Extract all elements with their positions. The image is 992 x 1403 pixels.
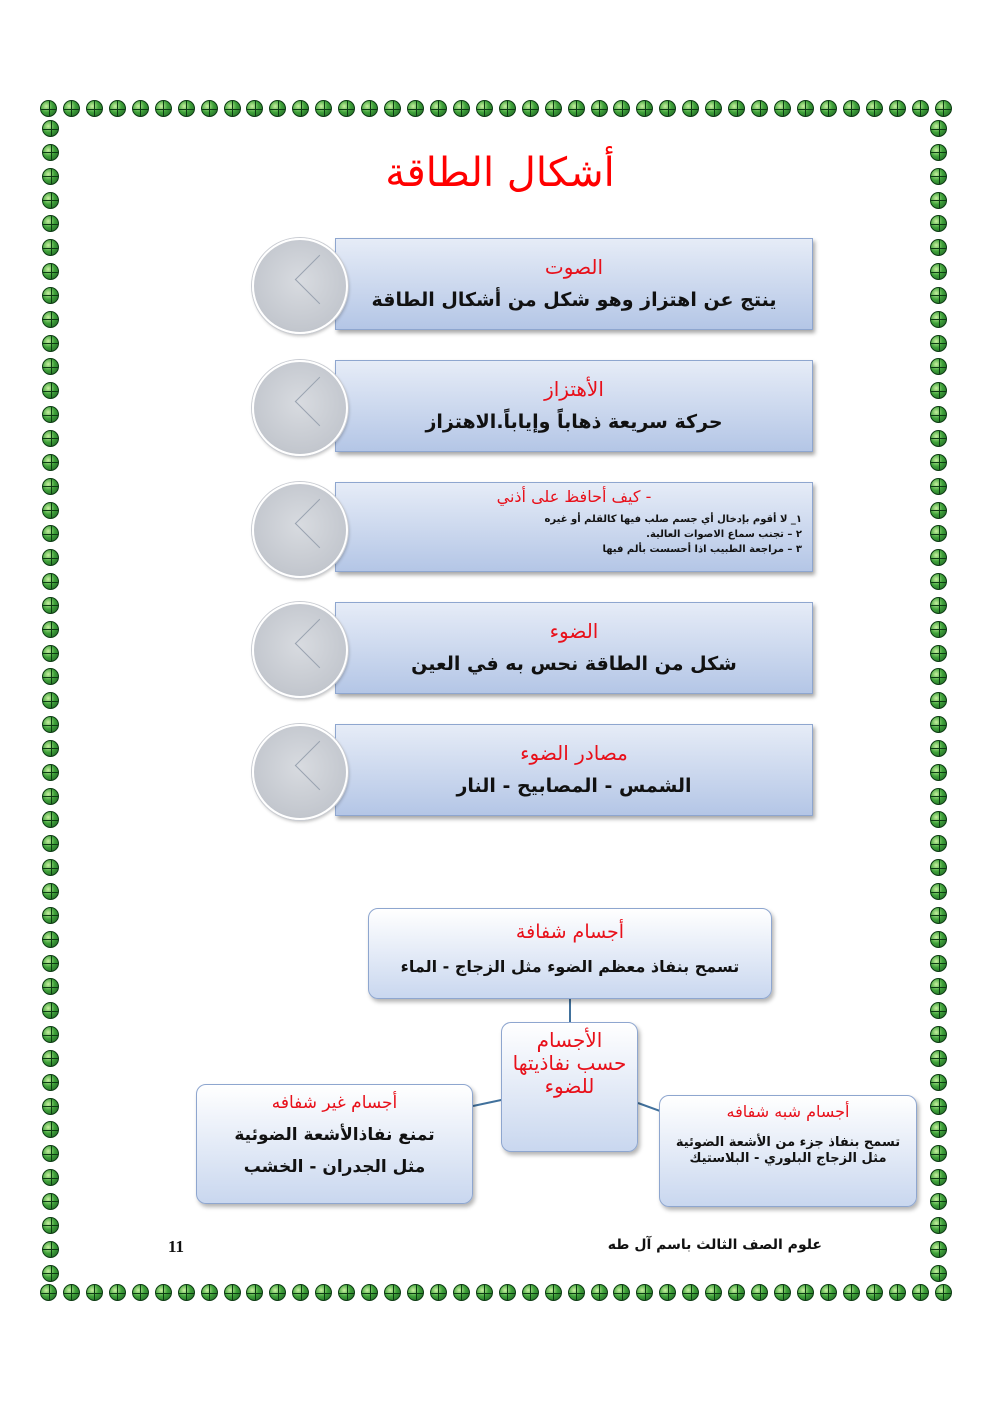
connector-right xyxy=(638,1102,661,1112)
globe-icon xyxy=(224,1284,241,1301)
globe-icon xyxy=(269,100,286,117)
globe-icon xyxy=(42,573,59,590)
globe-icon xyxy=(42,764,59,781)
globe-icon xyxy=(246,100,263,117)
globe-icon xyxy=(42,1193,59,1210)
card-circle-icon xyxy=(252,602,348,698)
globe-icon xyxy=(338,1284,355,1301)
card-body: ينتج عن اهتزاز وهو شكل من أشكال الطاقة xyxy=(371,289,777,311)
globe-icon xyxy=(930,931,947,948)
globe-icon xyxy=(42,907,59,924)
globe-icon xyxy=(361,1284,378,1301)
globe-icon xyxy=(930,573,947,590)
globe-icon xyxy=(42,144,59,161)
globe-icon xyxy=(42,716,59,733)
globe-icon xyxy=(132,100,149,117)
globe-icon xyxy=(930,144,947,161)
box-title: أجسام شبه شفافه xyxy=(726,1102,850,1121)
globe-icon xyxy=(930,549,947,566)
globe-icon xyxy=(930,668,947,685)
globe-icon xyxy=(930,740,947,757)
globe-icon xyxy=(682,100,699,117)
globe-icon xyxy=(930,597,947,614)
card-title: الضوء xyxy=(549,619,599,643)
globe-icon xyxy=(42,788,59,805)
globe-icon xyxy=(132,1284,149,1301)
card-body: الشمس - المصابيح - النار xyxy=(456,775,692,797)
globe-icon xyxy=(930,1169,947,1186)
globe-icon xyxy=(476,1284,493,1301)
globe-icon xyxy=(338,100,355,117)
globe-icon xyxy=(430,100,447,117)
globe-icon xyxy=(797,100,814,117)
globe-icon xyxy=(930,120,947,137)
center-box-label: الأجسام حسب نفاذيتها للضوء xyxy=(512,1028,627,1098)
globe-icon xyxy=(866,1284,883,1301)
globe-icon xyxy=(384,1284,401,1301)
globe-icon xyxy=(930,859,947,876)
globe-icon xyxy=(930,1121,947,1138)
energy-card-light xyxy=(335,602,813,694)
globe-icon xyxy=(930,287,947,304)
globe-icon xyxy=(843,100,860,117)
globe-icon xyxy=(930,1145,947,1162)
globe-icon xyxy=(499,100,516,117)
translucent-objects-box xyxy=(659,1095,917,1207)
globe-icon xyxy=(155,1284,172,1301)
card-circle-icon xyxy=(252,482,348,578)
globe-icon xyxy=(930,788,947,805)
globe-icon xyxy=(774,100,791,117)
globe-icon xyxy=(930,358,947,375)
globe-icon xyxy=(42,1026,59,1043)
globe-icon xyxy=(930,1074,947,1091)
globe-icon xyxy=(40,100,57,117)
globe-icon xyxy=(42,239,59,256)
globe-icon xyxy=(751,1284,768,1301)
globe-icon xyxy=(930,645,947,662)
globe-icon xyxy=(889,1284,906,1301)
globe-icon xyxy=(930,978,947,995)
ear-care-line: ٢ – تجنب سماع الاصوات العالية. xyxy=(646,529,802,540)
globe-icon xyxy=(42,358,59,375)
globe-icon xyxy=(930,1241,947,1258)
energy-card-sound xyxy=(335,238,813,330)
globe-icon xyxy=(659,1284,676,1301)
globe-icon xyxy=(42,335,59,352)
globe-icon xyxy=(155,100,172,117)
globe-icon xyxy=(42,811,59,828)
globe-icon xyxy=(820,1284,837,1301)
globe-icon xyxy=(42,1121,59,1138)
globe-icon xyxy=(930,1050,947,1067)
globe-icon xyxy=(361,100,378,117)
globe-icon xyxy=(42,597,59,614)
energy-card-vibration xyxy=(335,360,813,452)
card-circle-icon xyxy=(252,238,348,334)
globe-icon xyxy=(42,1145,59,1162)
globe-icon xyxy=(42,192,59,209)
globe-icon xyxy=(315,100,332,117)
center-box xyxy=(501,1022,638,1152)
globe-icon xyxy=(930,215,947,232)
box-title: أجسام شفافة xyxy=(515,921,625,943)
border-right xyxy=(930,120,950,1282)
globe-icon xyxy=(820,100,837,117)
globe-icon xyxy=(930,502,947,519)
border-top xyxy=(40,100,952,120)
globe-icon xyxy=(930,1265,947,1282)
globe-icon xyxy=(930,764,947,781)
globe-icon xyxy=(42,406,59,423)
globe-icon xyxy=(613,100,630,117)
globe-icon xyxy=(42,692,59,709)
globe-icon xyxy=(42,478,59,495)
globe-icon xyxy=(912,100,929,117)
globe-icon xyxy=(42,1265,59,1282)
energy-card-light-sources xyxy=(335,724,813,816)
globe-icon xyxy=(42,883,59,900)
globe-icon xyxy=(42,525,59,542)
globe-icon xyxy=(935,1284,952,1301)
card-body: حركة سريعة ذهاباً وإياباً.الاهتزاز xyxy=(425,411,723,433)
card-title: مصادر الضوء xyxy=(520,741,628,765)
card-circle-icon xyxy=(252,360,348,456)
globe-icon xyxy=(930,716,947,733)
globe-icon xyxy=(42,645,59,662)
globe-icon xyxy=(930,335,947,352)
globe-icon xyxy=(201,1284,218,1301)
globe-icon xyxy=(292,1284,309,1301)
globe-icon xyxy=(109,100,126,117)
globe-icon xyxy=(453,100,470,117)
ear-care-card xyxy=(335,482,813,572)
globe-icon xyxy=(930,454,947,471)
globe-icon xyxy=(545,100,562,117)
globe-icon xyxy=(42,454,59,471)
card-circle-icon xyxy=(252,724,348,820)
globe-icon xyxy=(42,168,59,185)
globe-icon xyxy=(930,811,947,828)
globe-icon xyxy=(178,1284,195,1301)
globe-icon xyxy=(42,215,59,232)
globe-icon xyxy=(568,100,585,117)
globe-icon xyxy=(315,1284,332,1301)
globe-icon xyxy=(930,1217,947,1234)
globe-icon xyxy=(751,100,768,117)
globe-icon xyxy=(930,525,947,542)
globe-icon xyxy=(42,287,59,304)
globe-icon xyxy=(935,100,952,117)
transparent-objects-box xyxy=(368,908,772,999)
globe-icon xyxy=(246,1284,263,1301)
globe-icon xyxy=(86,1284,103,1301)
globe-icon xyxy=(591,1284,608,1301)
globe-icon xyxy=(42,835,59,852)
globe-icon xyxy=(930,907,947,924)
globe-icon xyxy=(476,100,493,117)
globe-icon xyxy=(930,430,947,447)
card-title: - كيف أحافظ على أذني xyxy=(496,487,652,506)
globe-icon xyxy=(930,835,947,852)
globe-icon xyxy=(930,239,947,256)
globe-icon xyxy=(930,1026,947,1043)
globe-icon xyxy=(930,1002,947,1019)
globe-icon xyxy=(843,1284,860,1301)
globe-icon xyxy=(42,382,59,399)
globe-icon xyxy=(613,1284,630,1301)
globe-icon xyxy=(453,1284,470,1301)
globe-icon xyxy=(705,1284,722,1301)
globe-icon xyxy=(705,100,722,117)
globe-icon xyxy=(42,430,59,447)
globe-icon xyxy=(522,100,539,117)
globe-icon xyxy=(545,1284,562,1301)
globe-icon xyxy=(912,1284,929,1301)
globe-icon xyxy=(269,1284,286,1301)
globe-icon xyxy=(224,100,241,117)
globe-icon xyxy=(930,692,947,709)
globe-icon xyxy=(591,100,608,117)
globe-icon xyxy=(866,100,883,117)
globe-icon xyxy=(930,1098,947,1115)
footer-caption: علوم الصف الثالث باسم آل طه xyxy=(607,1237,822,1253)
globe-icon xyxy=(42,955,59,972)
globe-icon xyxy=(568,1284,585,1301)
page-title: أشكال الطاقة xyxy=(385,150,615,196)
globe-icon xyxy=(636,100,653,117)
globe-icon xyxy=(42,263,59,280)
globe-icon xyxy=(42,859,59,876)
globe-icon xyxy=(430,1284,447,1301)
connector-vertical xyxy=(569,999,571,1023)
globe-icon xyxy=(522,1284,539,1301)
box-body: تسمح بنفاذ جزء من الأشعة الضوئية مثل الزجاج البلوري - البلاستيك xyxy=(675,1135,901,1166)
ear-care-line: ٣ – مراجعة الطبيب اذا أحسست بألم فيها xyxy=(602,544,802,555)
box-body: مثل الجدران - الخشب xyxy=(243,1157,426,1177)
globe-icon xyxy=(42,621,59,638)
globe-icon xyxy=(109,1284,126,1301)
globe-icon xyxy=(930,955,947,972)
page-number: 11 xyxy=(168,1237,185,1256)
globe-icon xyxy=(42,668,59,685)
globe-icon xyxy=(930,621,947,638)
globe-icon xyxy=(42,311,59,328)
connector-left xyxy=(473,1099,503,1107)
globe-icon xyxy=(42,1098,59,1115)
globe-icon xyxy=(42,931,59,948)
globe-icon xyxy=(40,1284,57,1301)
globe-icon xyxy=(889,100,906,117)
border-left xyxy=(42,120,62,1282)
globe-icon xyxy=(930,168,947,185)
globe-icon xyxy=(201,100,218,117)
globe-icon xyxy=(930,1193,947,1210)
border-bottom xyxy=(40,1284,952,1304)
globe-icon xyxy=(728,1284,745,1301)
globe-icon xyxy=(930,883,947,900)
globe-icon xyxy=(42,1241,59,1258)
globe-icon xyxy=(930,192,947,209)
globe-icon xyxy=(774,1284,791,1301)
globe-icon xyxy=(42,1002,59,1019)
box-body: تسمح بنفاذ معظم الضوء مثل الزجاج - الماء xyxy=(400,957,740,976)
globe-icon xyxy=(930,478,947,495)
globe-icon xyxy=(42,978,59,995)
globe-icon xyxy=(42,120,59,137)
globe-icon xyxy=(42,549,59,566)
globe-icon xyxy=(42,1217,59,1234)
globe-icon xyxy=(930,311,947,328)
globe-icon xyxy=(499,1284,516,1301)
box-body: تمنع نفاذالأشعة الضوئية xyxy=(234,1125,435,1145)
globe-icon xyxy=(407,1284,424,1301)
globe-icon xyxy=(42,740,59,757)
globe-icon xyxy=(178,100,195,117)
box-title: أجسام غير شفافه xyxy=(271,1093,398,1113)
globe-icon xyxy=(86,100,103,117)
globe-icon xyxy=(384,100,401,117)
globe-icon xyxy=(407,100,424,117)
globe-icon xyxy=(930,263,947,280)
globe-icon xyxy=(42,1169,59,1186)
globe-icon xyxy=(42,1050,59,1067)
opaque-objects-box xyxy=(196,1084,473,1204)
globe-icon xyxy=(292,100,309,117)
globe-icon xyxy=(42,502,59,519)
ear-care-line: ١_ لا أقوم بإدخال أي جسم صلب فيها كالقلم أو غيره xyxy=(544,514,802,525)
card-body: شكل من الطاقة نحس به في العين xyxy=(411,653,737,675)
globe-icon xyxy=(63,1284,80,1301)
card-title: الأهتزاز xyxy=(544,377,604,401)
globe-icon xyxy=(930,406,947,423)
globe-icon xyxy=(728,100,745,117)
globe-icon xyxy=(797,1284,814,1301)
globe-icon xyxy=(636,1284,653,1301)
globe-icon xyxy=(930,382,947,399)
globe-icon xyxy=(63,100,80,117)
globe-icon xyxy=(659,100,676,117)
globe-icon xyxy=(42,1074,59,1091)
card-title: الصوت xyxy=(544,255,604,279)
globe-icon xyxy=(682,1284,699,1301)
